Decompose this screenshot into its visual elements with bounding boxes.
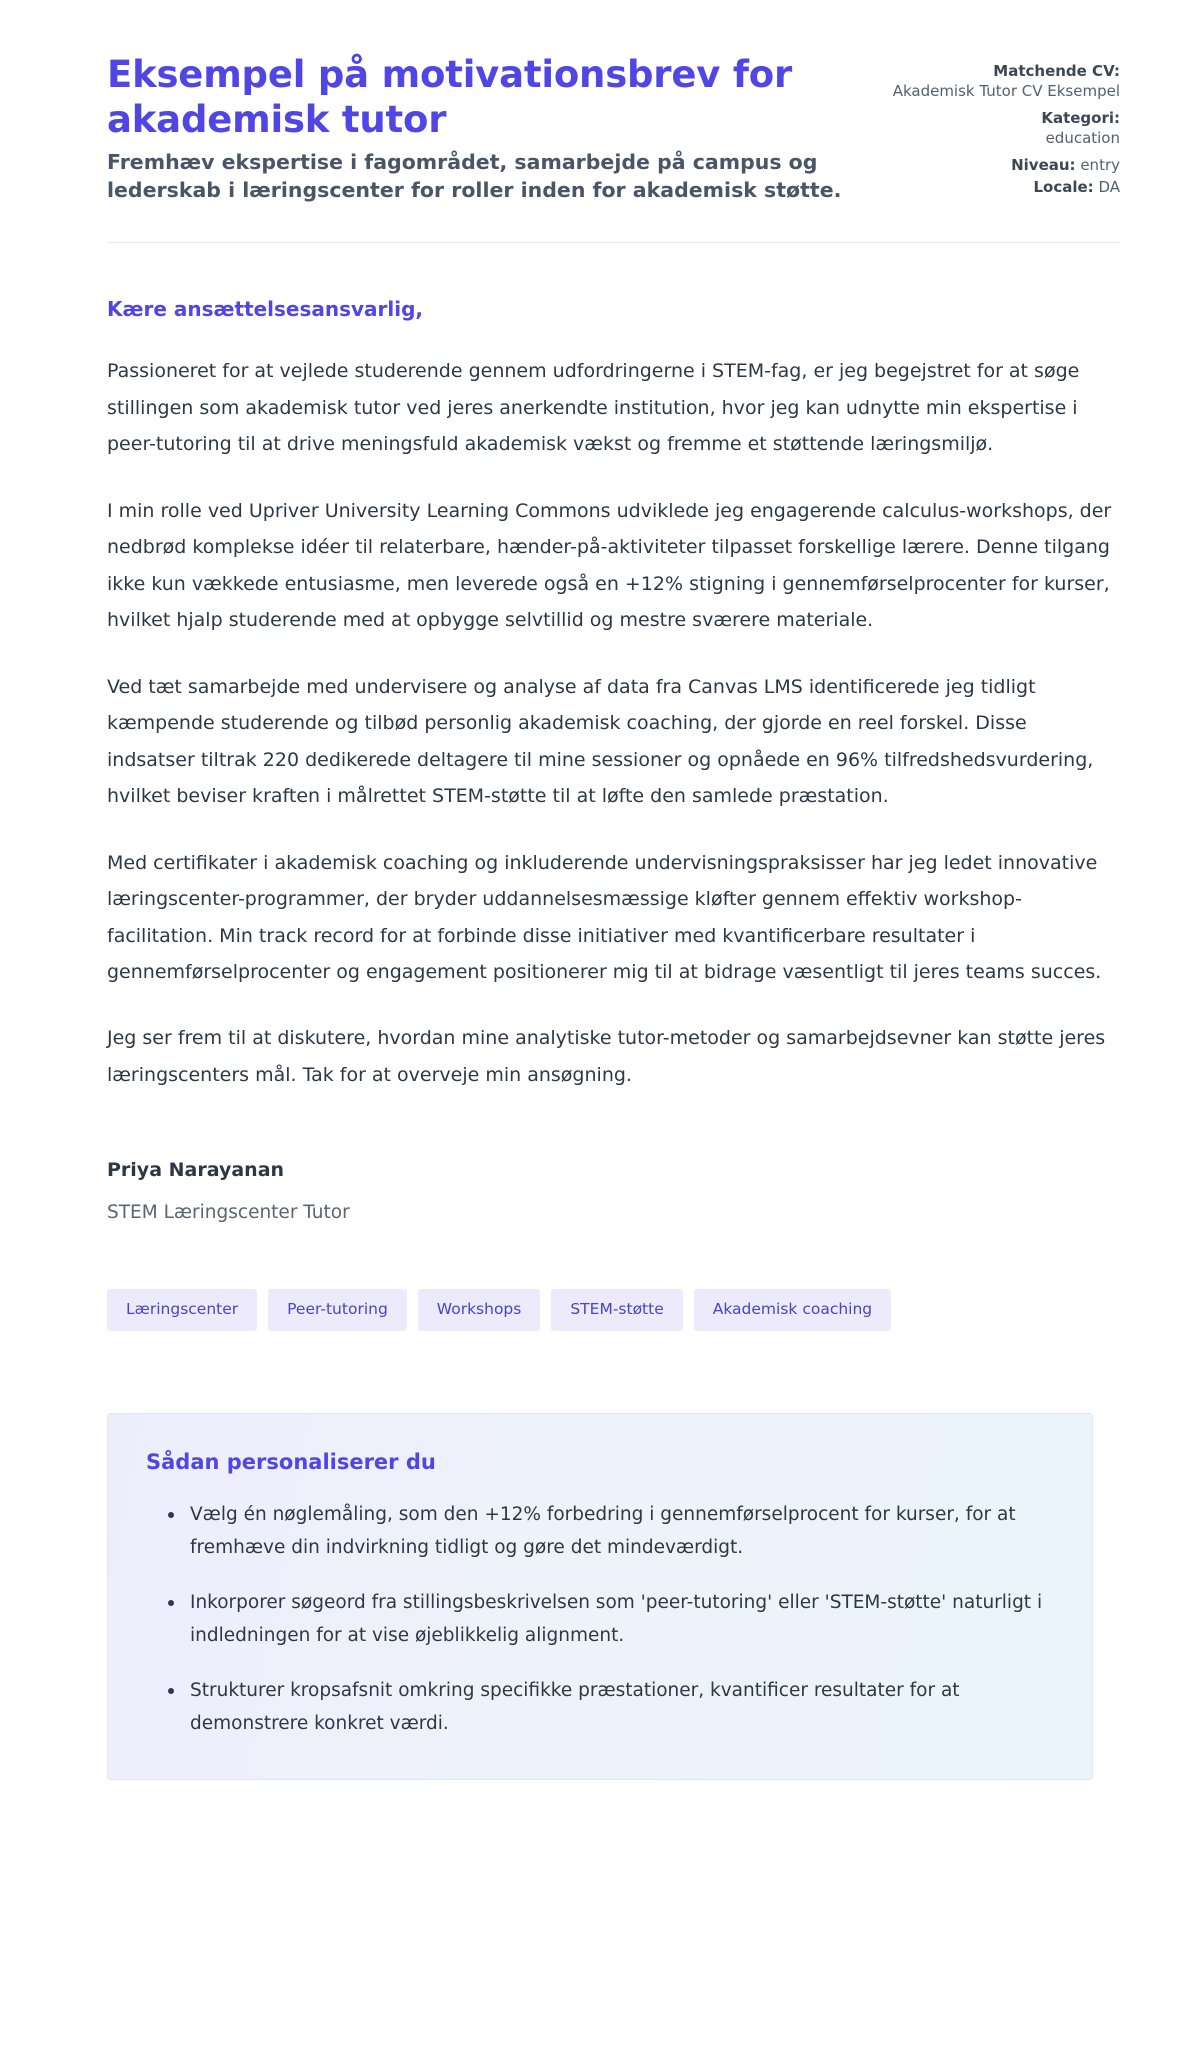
meta-category-value: education (1045, 129, 1120, 148)
letter-body (0, 295, 1200, 1093)
header-divider (107, 242, 1120, 243)
meta-category-label: Kategori: (1041, 108, 1120, 127)
letter-salutation: Kære ansættelsesansvarlig, (107, 297, 424, 322)
page-bottom-spacer (0, 1780, 1200, 1860)
tips-list (146, 1499, 1054, 1741)
tips-title: Sådan personaliserer du (146, 1449, 436, 1474)
meta-matching-cv (893, 61, 1120, 102)
tag-item[interactable]: Akademisk coaching (694, 1289, 891, 1331)
document-metadata (893, 52, 1120, 199)
meta-locale (893, 177, 1120, 197)
meta-locale-label: Locale: (1033, 177, 1094, 196)
letter-paragraph: I min rolle ved Upriver University Learning Commons udviklede jeg engagerende calculus-workshops, der nedbrød komplekse idéer til relaterbare, hænder-på-aktiviteter tilpasset forskellige lærere. Denne tilgang ikke kun vækkede entusiasme, men leverede også en +12% stigning i gennemførselprocenter for kurser, hvilket hjalp studerende med at opbygge selvtillid og mestre sværere materiale. (107, 499, 1112, 632)
tips-list-item: Strukturer kropsafsnit omkring specifikke præstationer, kvantificer resultater for at demonstrere konkret værdi. (168, 1675, 1054, 1741)
letter-paragraph: Ved tæt samarbejde med undervisere og analyse af data fra Canvas LMS identificerede jeg tidligt kæmpende studerende og tilbød personlig akademisk coaching, der gjorde en reel forskel. Disse indsatser tiltrak 220 dedikerede deltagere til mine sessioner og opnåede en 96% tilfredshedsvurdering, hvilket beviser kraften i målrettet STEM-støtte til at løfte den samlede præstation. (107, 675, 1094, 808)
letter-paragraph: Passioneret for at vejlede studerende gennem udfordringerne i STEM-fag, er jeg begejstret for at søge stillingen som akademisk tutor ved jeres anerkendte institution, hvor jeg kan udnytte min ekspertise i peer-tutoring til at drive meningsfuld akademisk vækst og fremme et støttende læringsmiljø. (107, 360, 1080, 456)
letter-paragraph: Med certifikater i akademisk coaching og inkluderende undervisningspraksisser har jeg ledet innovative læringscenter-programmer, der bryder uddannelsesmæssige kløfter gennem effektiv workshop-facilitation. Min track record for at forbinde disse initiativer med kvantificerbare resultater i gennemførselprocenter og engagement positionerer mig til at bidrage væsentligt til jeres teams succes. (107, 851, 1102, 983)
letter-paragraph: Jeg ser frem til at diskutere, hvordan mine analytiske tutor-metoder og samarbejdsevner kan støtte jeres læringscenters mål. Tak for at overveje min ansøgning. (107, 1027, 1106, 1086)
meta-level (893, 155, 1120, 175)
tag-item[interactable]: Peer-tutoring (268, 1289, 407, 1331)
page-subtitle: Fremhæv ekspertise i fagområdet, samarbejde på campus og lederskab i læringscenter for roller inden for akademisk støtte. (107, 150, 842, 203)
tips-list-item: Inkorporer søgeord fra stillingsbeskrivelsen som 'peer-tutoring' eller 'STEM-støtte' naturligt i indledningen for at vise øjeblikkelig alignment. (168, 1587, 1054, 1653)
letter-signature (0, 1155, 1200, 1227)
signature-name: Priya Narayanan (107, 1159, 285, 1182)
personalization-tips-card (107, 1413, 1093, 1780)
meta-level-label: Niveau: (1011, 155, 1076, 174)
tips-list-item: Vælg én nøglemåling, som den +12% forbedring i gennemførselprocent for kurser, for at fremhæve din indvirkning tidligt og gøre det mindeværdigt. (168, 1499, 1054, 1565)
page-header (0, 0, 1200, 204)
tag-item[interactable]: Læringscenter (107, 1289, 257, 1331)
meta-matching-cv-label: Matchende CV: (993, 62, 1120, 80)
tag-item[interactable]: STEM-støtte (551, 1289, 682, 1331)
meta-category (893, 108, 1120, 149)
tag-item[interactable]: Workshops (418, 1289, 541, 1331)
meta-matching-cv-value: Akademisk Tutor CV Eksempel (892, 82, 1120, 101)
header-text-block (107, 52, 893, 204)
page-title: Eksempel på motivationsbrev for akademisk tutor (107, 53, 793, 142)
tag-list (0, 1289, 1200, 1331)
meta-locale-value: DA (1098, 177, 1120, 196)
signature-role: STEM Læringscenter Tutor (107, 1201, 350, 1223)
meta-level-value: entry (1080, 155, 1120, 174)
